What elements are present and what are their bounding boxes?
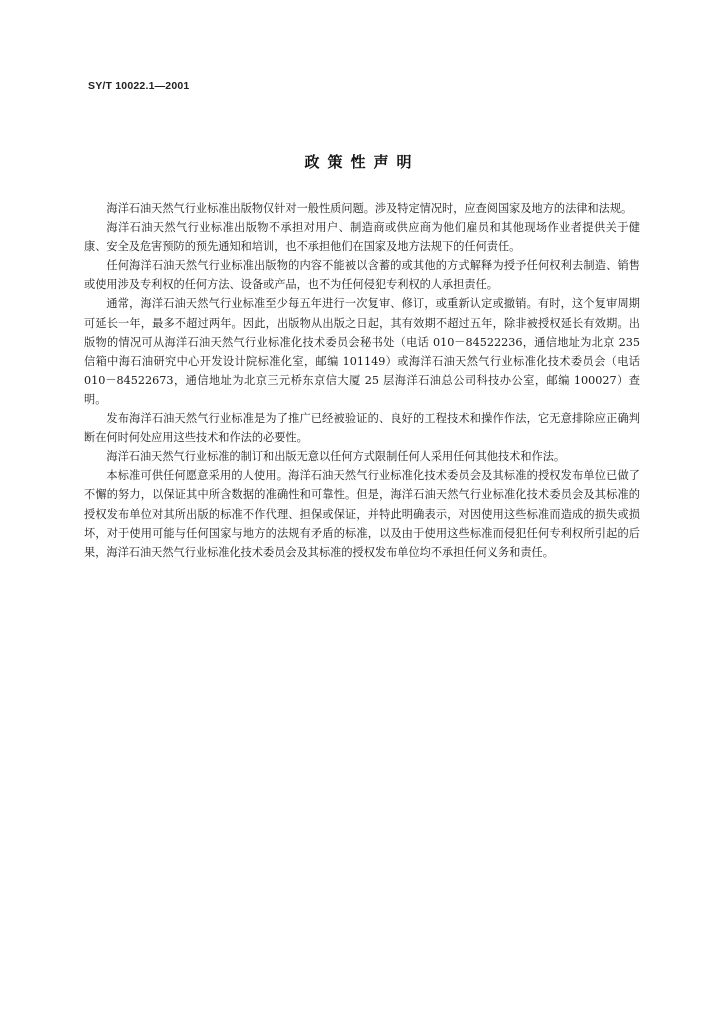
policy-statement-body xyxy=(84,199,640,562)
paragraph-disclaimer: 本标准可供任何愿意采用的人使用。海洋石油天然气行业标准化技术委员会及其标准的授权发布单位已做了不懈的努力，以保证其中所含数据的准确性和可靠性。但是，海洋石油天然气行业标准化技术委员会及其标准的授权发布单位对其所出版的标准不作代理、担保或保证，并特此明确表示，对因使用这些标准而造成的损失或损坏，对于使用可能与任何国家与地方的法规有矛盾的标准，以及由于使用这些标准而侵犯任何专利权所引起的后果，海洋石油天然气行业标准化技术委员会及其标准的授权发布单位均不承担任何义务和责任。 xyxy=(84,469,640,559)
paragraph-no-obligation: 海洋石油天然气行业标准出版物不承担对用户、制造商或供应商为他们雇员和其他现场作业者提供关于健康、安全及危害预防的预先通知和培训，也不承担他们在国家及地方法规下的任何责任。 xyxy=(84,221,640,254)
paragraph-patent-rights: 任何海洋石油天然气行业标准出版物的内容不能被以含蓄的或其他的方式解释为授予任何权利去制造、销售或使用涉及专利权的任何方法、设备或产品，也不为任何侵犯专利权的人承担责任。 xyxy=(84,259,640,292)
document-code: SY/T 10022.1—2001 xyxy=(88,80,190,92)
paragraph-no-restriction: 海洋石油天然气行业标准的制订和出版无意以任何方式限制任何人采用任何其他技术和作法。 xyxy=(106,450,566,464)
paragraph-review-cycle: 通常，海洋石油天然气行业标准至少每五年进行一次复审、修订，或重新认定或撤销。有时，这个复审周期可延长一年，最多不超过两年。因此，出版物从出版之日起，其有效期不超过五年，除非被授权延长有效期。出版物的情况可从海洋石油天然气行业标准化技术委员会秘书处（电话 010－84522236，通信地址为北京 235 信箱中海石油研究中心开发设计院标准化室，邮编 101149）或海洋石油天然气行业标准化技术委员会（电话 010－84522673，通信地址为北京三元桥东京信大厦 25 层海洋石油总公司科技办公室，邮编 100027）查明。 xyxy=(84,297,640,406)
paragraph-scope: 海洋石油天然气行业标准出版物仅针对一般性质问题。涉及特定情况时，应查阅国家及地方的法律和法规。 xyxy=(106,202,633,215)
page-title: 政策性声明 xyxy=(304,153,420,171)
paragraph-purpose: 发布海洋石油天然气行业标准是为了推广已经被验证的、良好的工程技术和操作作法，它无意排除应正确判断在何时何处应用这些技术和作法的必要性。 xyxy=(84,412,640,445)
